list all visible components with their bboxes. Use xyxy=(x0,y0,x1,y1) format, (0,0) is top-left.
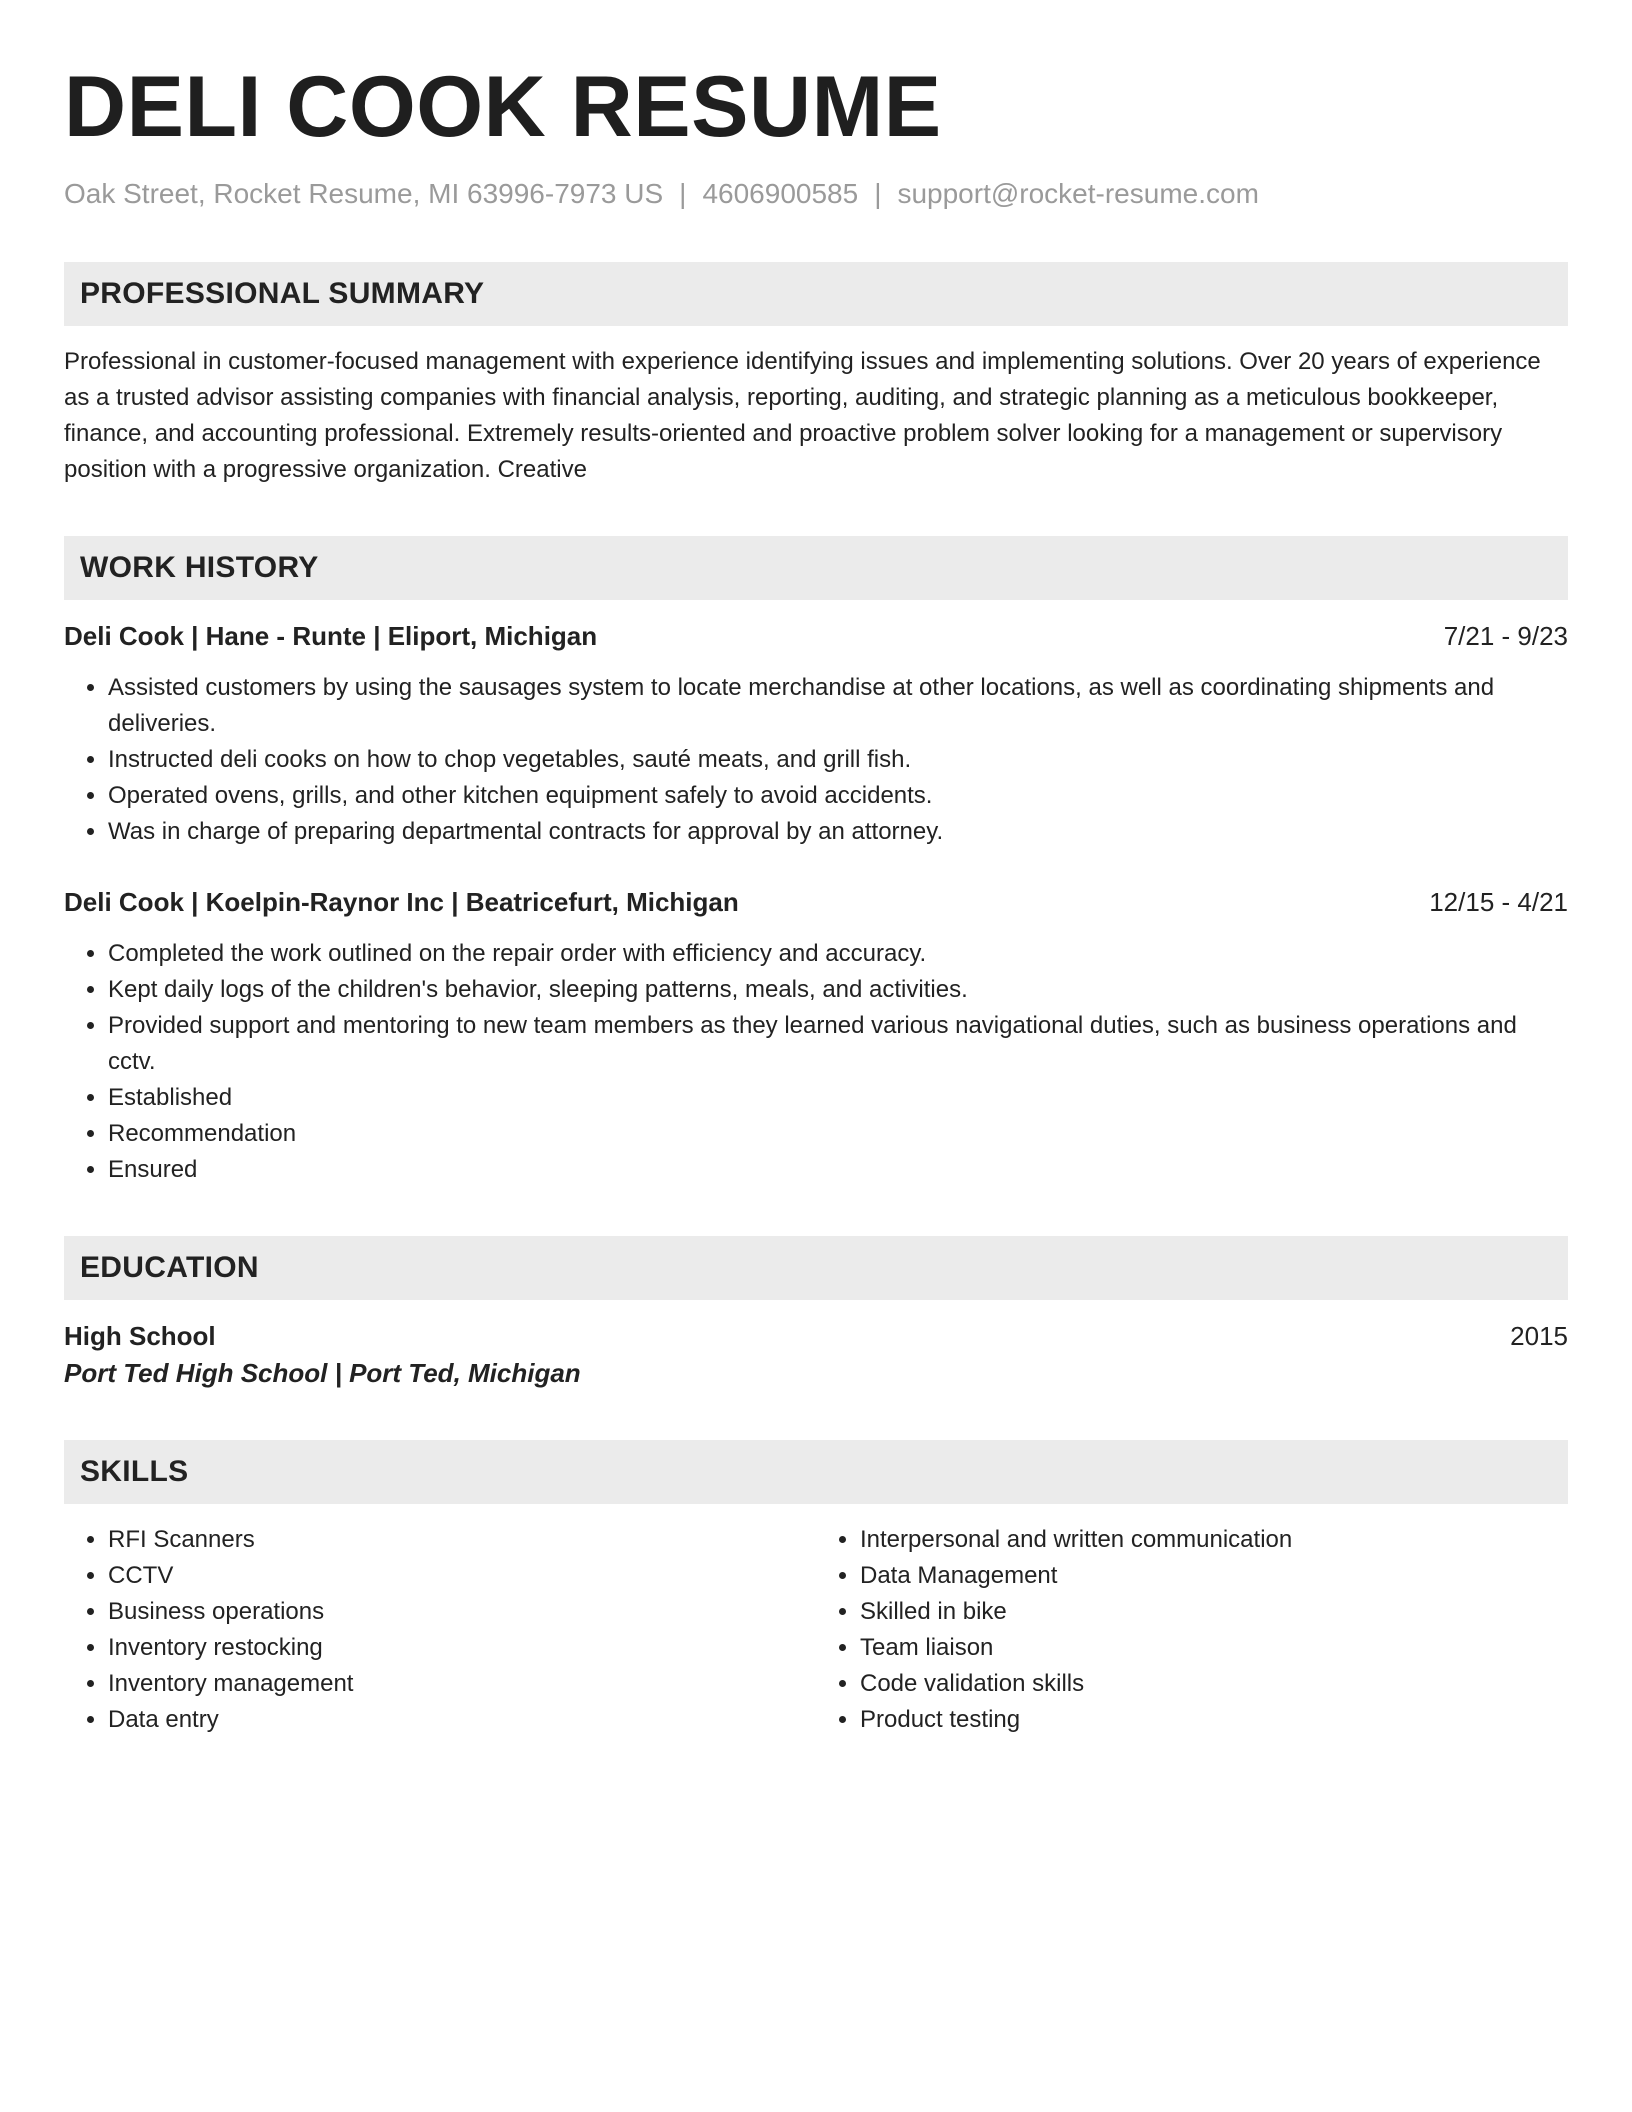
section-header-work xyxy=(64,536,1568,600)
skill-item: • Skilled in bike xyxy=(860,1594,1568,1630)
section-header-skills xyxy=(64,1440,1568,1504)
education-degree: High School xyxy=(64,1321,216,1351)
address: Oak Street, Rocket Resume, MI 63996-7973 US xyxy=(64,178,664,209)
skill-item: • Data entry xyxy=(108,1702,816,1738)
job-bullet: • Instructed deli cooks on how to chop vegetables, sauté meats, and grill fish. xyxy=(108,742,1568,778)
education-header xyxy=(64,1318,1568,1354)
job-title: Deli Cook | Hane - Runte | Eliport, Michigan xyxy=(64,621,598,651)
section-title: PROFESSIONAL SUMMARY xyxy=(80,277,485,310)
contact-line xyxy=(64,174,1568,214)
job-bullets xyxy=(64,670,1568,850)
job-bullet: • Completed the work outlined on the repair order with efficiency and accuracy. xyxy=(108,936,1568,972)
job-header xyxy=(64,884,1568,920)
skill-item: • Code validation skills xyxy=(860,1666,1568,1702)
skill-item: • Inventory management xyxy=(108,1666,816,1702)
skill-item: • RFI Scanners xyxy=(108,1522,816,1558)
job-dates: 7/21 - 9/23 xyxy=(1443,621,1568,651)
job-entry xyxy=(64,618,1568,850)
job-bullet: • Assisted customers by using the sausages system to locate merchandise at other locations, as well as coordinating shipments and deliveries. xyxy=(108,670,1568,742)
skill-item: • CCTV xyxy=(108,1558,816,1594)
education-year: 2015 xyxy=(1510,1321,1568,1351)
phone: 4606900585 xyxy=(702,178,859,209)
section-title: EDUCATION xyxy=(80,1251,259,1284)
job-bullet: • Operated ovens, grills, and other kitchen equipment safely to avoid accidents. xyxy=(108,778,1568,814)
education-school: Port Ted High School | Port Ted, Michigan xyxy=(64,1358,581,1388)
job-bullet: • Provided support and mentoring to new team members as they learned various navigational duties, such as business operations and cctv. xyxy=(108,1008,1568,1080)
job-header xyxy=(64,618,1568,654)
section-header-summary xyxy=(64,262,1568,326)
job-dates: 12/15 - 4/21 xyxy=(1429,887,1568,917)
job-bullet: • Established xyxy=(108,1080,1568,1116)
section-title: SKILLS xyxy=(80,1455,189,1488)
skill-item: • Interpersonal and written communication xyxy=(860,1522,1568,1558)
resume-title: DELI COOK RESUME xyxy=(64,59,942,155)
separator: | xyxy=(874,178,882,209)
job-title: Deli Cook | Koelpin-Raynor Inc | Beatricefurt, Michigan xyxy=(64,887,739,917)
skills-column-left xyxy=(64,1522,816,1738)
skill-item: • Business operations xyxy=(108,1594,816,1630)
job-bullet: • Was in charge of preparing departmental contracts for approval by an attorney. xyxy=(108,814,1568,850)
skills-column-right xyxy=(816,1522,1568,1738)
job-entry xyxy=(64,884,1568,1188)
email: support@rocket-resume.com xyxy=(897,178,1259,209)
job-bullet: • Ensured xyxy=(108,1152,1568,1188)
summary-text: Professional in customer-focused management with experience identifying issues and implementing solutions. Over 20 years of experience as a trusted advisor assisting companies with financial analysis, reporting, auditing, and strategic planning as a meticulous bookkeeper, finance, and accounting professional. Extremely results-oriented and proactive problem solver looking for a management or supervisory position with a progressive organization. Creative xyxy=(64,348,1541,483)
skills-list xyxy=(64,1522,1568,1738)
section-header-education xyxy=(64,1236,1568,1300)
skill-item: • Team liaison xyxy=(860,1630,1568,1666)
job-bullet: • Recommendation xyxy=(108,1116,1568,1152)
job-bullet: • Kept daily logs of the children's behavior, sleeping patterns, meals, and activities. xyxy=(108,972,1568,1008)
skill-item: • Data Management xyxy=(860,1558,1568,1594)
skill-item: • Product testing xyxy=(860,1702,1568,1738)
skill-item: • Inventory restocking xyxy=(108,1630,816,1666)
section-title: WORK HISTORY xyxy=(80,551,319,584)
separator: | xyxy=(679,178,687,209)
job-bullets xyxy=(64,936,1568,1188)
